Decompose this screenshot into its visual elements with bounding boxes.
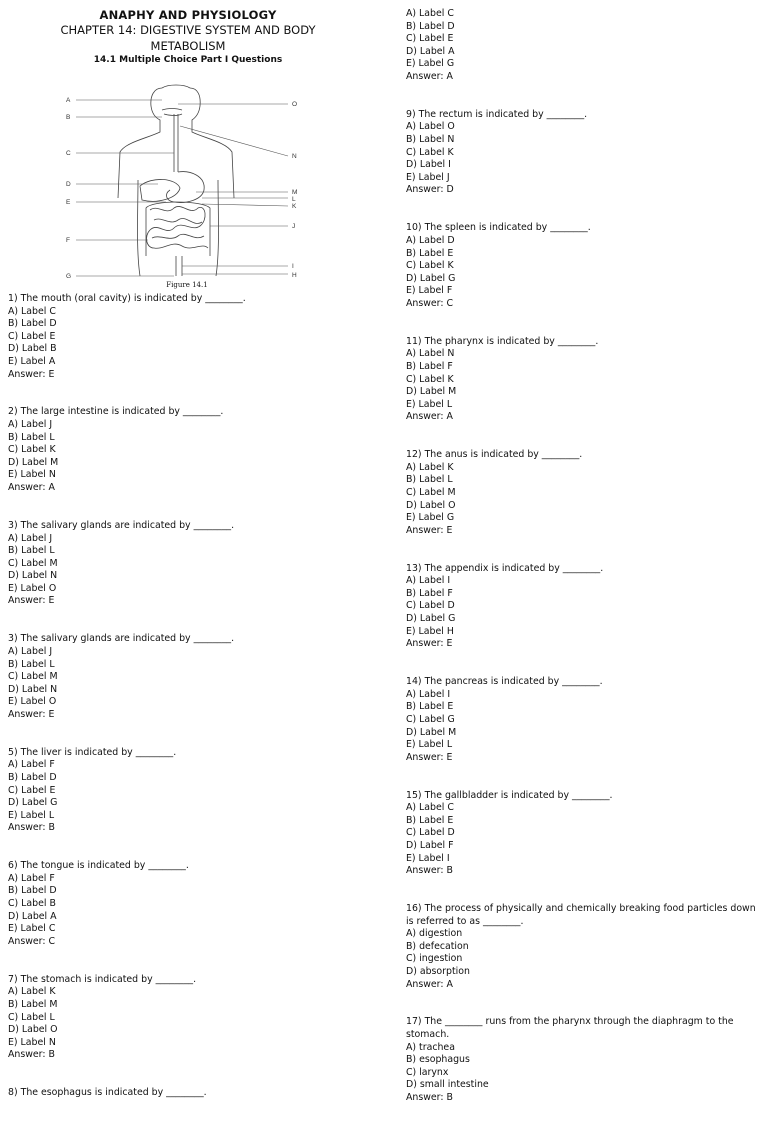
answer-option: A) Label J — [8, 532, 53, 544]
figure-caption: Figure 14.1 — [166, 281, 208, 289]
answer-option: A) Label O — [406, 121, 455, 133]
figure-label-j: J — [292, 223, 296, 230]
answer-option: A) Label K — [8, 986, 56, 998]
answer-option: D) Label M — [406, 726, 457, 738]
answer-option: B) Label E — [406, 247, 454, 259]
answer-option: C) Label K — [406, 146, 454, 158]
answer-option: C) ingestion — [406, 953, 463, 965]
answer-key: Answer: A — [406, 411, 453, 423]
answer-key: Answer: C — [406, 297, 454, 309]
question-stem: 12) The anus is indicated by ________. — [406, 449, 583, 461]
answer-option: B) Label L — [406, 474, 453, 486]
answer-option: B) Label F — [406, 360, 453, 372]
figure-label-e: E — [66, 199, 71, 206]
question-item — [406, 790, 762, 878]
left-question-column — [8, 293, 360, 1125]
answer-option: A) Label I — [406, 575, 451, 587]
question-stem: 13) The appendix is indicated by ________. — [406, 562, 604, 574]
answer-option: C) Label K — [406, 373, 454, 385]
question-item — [406, 676, 762, 764]
answer-option: E) Label N — [8, 1036, 56, 1048]
answer-key: Answer: A — [406, 978, 453, 990]
figure-label-k: K — [292, 203, 297, 210]
question-item — [8, 520, 360, 608]
question-stem: 3) The salivary glands are indicated by ________. — [8, 519, 235, 531]
question-item — [8, 633, 360, 721]
question-stem: 1) The mouth (oral cavity) is indicated by ________. — [8, 293, 246, 304]
answer-key: Answer: A — [8, 482, 55, 494]
figure-label-f: F — [66, 237, 70, 244]
answer-option: C) Label B — [8, 898, 56, 910]
answer-option: D) Label O — [406, 499, 456, 511]
answer-key: Answer: B — [406, 865, 453, 877]
answer-option: C) Label M — [8, 671, 58, 683]
answer-option: D) Label G — [406, 272, 456, 284]
answer-option: A) Label C — [8, 305, 56, 317]
answer-key: Answer: E — [8, 368, 55, 380]
answer-option: D) Label I — [406, 159, 451, 171]
answer-option: A) Label D — [406, 234, 455, 246]
answer-option: E) Label L — [406, 398, 453, 410]
figure-label-i: I — [292, 263, 294, 270]
question-item — [406, 563, 762, 651]
question-stem: 7) The stomach is indicated by ________. — [8, 973, 197, 985]
question-stem: 15) The gallbladder is indicated by ________. — [406, 789, 613, 801]
answer-key: Answer: B — [8, 1049, 55, 1061]
figure-label-d: D — [66, 181, 71, 188]
answer-key: Answer: E — [8, 708, 55, 720]
answer-option: B) Label E — [406, 814, 454, 826]
figure-label-o: O — [292, 101, 298, 108]
answer-option: E) Label L — [8, 809, 55, 821]
answer-key: Answer: A — [406, 70, 453, 82]
answer-option: E) Label A — [8, 355, 56, 367]
question-stem: 11) The pharynx is indicated by ________. — [406, 335, 599, 347]
answer-option: D) Label M — [8, 456, 59, 468]
digestive-system-figure — [62, 80, 312, 292]
question-stem: 17) The ________ runs from the pharynx through the diaphragm to the stomach. — [406, 1016, 737, 1041]
answer-option: C) Label M — [406, 487, 456, 498]
answer-option: C) Label E — [8, 784, 56, 796]
figure-label-h: H — [292, 272, 297, 279]
answer-option: B) Label L — [8, 431, 55, 443]
answer-option: E) Label H — [406, 625, 454, 637]
answer-option: C) Label K — [406, 260, 454, 272]
answer-option: A) digestion — [406, 928, 463, 940]
question-item — [8, 1087, 360, 1100]
answer-option: C) Label K — [8, 444, 56, 456]
answer-option: C) Label M — [8, 557, 58, 569]
answer-option: E) Label C — [8, 923, 56, 935]
question-item — [8, 747, 360, 835]
answer-key: Answer: B — [8, 822, 55, 834]
answer-option: B) Label E — [406, 701, 454, 713]
question-item — [8, 860, 360, 948]
answer-option: A) Label N — [406, 348, 455, 360]
answer-option: A) Label C — [406, 802, 454, 814]
answer-key: Answer: D — [406, 184, 454, 196]
answer-option: A) trachea — [406, 1041, 455, 1053]
question-item — [406, 109, 762, 197]
figure-label-b: B — [66, 114, 71, 121]
answer-option: D) Label M — [406, 386, 457, 398]
chapter-title-line2: METABOLISM — [150, 38, 226, 53]
answer-option: B) Label L — [8, 545, 55, 557]
answer-option: B) Label D — [8, 318, 57, 330]
digestive-diagram — [62, 80, 312, 280]
answer-option: B) Label D — [8, 885, 57, 897]
figure-label-a: A — [66, 97, 71, 104]
answer-option: C) Label E — [406, 33, 454, 45]
answer-key: Answer: E — [406, 524, 453, 536]
answer-key: Answer: E — [406, 638, 453, 650]
answer-option: A) Label K — [406, 461, 454, 473]
answer-option: D) Label N — [8, 683, 58, 695]
answer-option: D) Label G — [406, 613, 456, 625]
answer-option: B) Label F — [406, 587, 453, 599]
figure-label-l: L — [292, 196, 296, 203]
answer-option: C) Label G — [406, 713, 455, 725]
answer-option: D) Label F — [406, 839, 454, 851]
document-header — [8, 8, 368, 65]
answer-option: B) Label D — [8, 772, 57, 783]
document-title: ANAPHY AND PHYSIOLOGY — [99, 8, 277, 22]
answer-option: E) Label G — [406, 512, 455, 524]
answer-key: Answer: E — [406, 751, 453, 763]
answer-option: A) Label C — [406, 8, 454, 19]
question-stem: 16) The process of physically and chemically breaking food particles down is referred to as ________. — [406, 903, 759, 927]
answer-option: A) Label I — [406, 688, 451, 700]
question-item — [406, 449, 762, 537]
continued-question — [406, 8, 762, 84]
figure-label-g: G — [66, 273, 72, 280]
answer-option: C) Label E — [8, 330, 56, 342]
answer-option: C) larynx — [406, 1066, 449, 1078]
answer-option: B) defecation — [406, 940, 469, 952]
question-item — [406, 336, 762, 424]
answer-option: E) Label O — [8, 582, 57, 594]
answer-option: B) esophagus — [406, 1054, 470, 1066]
question-stem: 8) The esophagus is indicated by ________. — [8, 1087, 207, 1099]
question-item — [8, 974, 360, 1062]
question-item — [406, 903, 762, 991]
answer-option: A) Label F — [8, 872, 55, 884]
question-stem: 5) The liver is indicated by ________. — [8, 746, 177, 758]
answer-key: Answer: E — [8, 595, 55, 607]
question-item — [8, 293, 360, 381]
question-stem: 2) The large intestine is indicated by ________. — [8, 406, 224, 418]
right-question-column — [406, 8, 762, 1130]
answer-option: D) small intestine — [406, 1079, 489, 1091]
answer-option: E) Label N — [8, 469, 56, 481]
answer-option: E) Label I — [406, 852, 450, 864]
section-title: 14.1 Multiple Choice Part I Questions — [93, 55, 283, 65]
answer-option: E) Label F — [406, 285, 453, 297]
question-stem: 10) The spleen is indicated by ________. — [406, 222, 591, 234]
figure-label-m: M — [292, 189, 298, 196]
answer-option: B) Label N — [406, 134, 455, 146]
question-item — [406, 1016, 762, 1104]
question-stem: 14) The pancreas is indicated by ________. — [406, 676, 603, 688]
answer-option: E) Label O — [8, 696, 57, 708]
answer-option: C) Label D — [406, 600, 455, 612]
answer-option: E) Label L — [406, 739, 453, 751]
question-stem: 6) The tongue is indicated by ________. — [8, 860, 189, 872]
answer-option: D) Label A — [406, 45, 455, 57]
answer-option: B) Label M — [8, 998, 58, 1010]
answer-option: A) Label J — [8, 419, 53, 431]
answer-option: B) Label L — [8, 658, 55, 670]
answer-option: B) Label D — [406, 20, 455, 32]
answer-key: Answer: C — [8, 935, 56, 947]
answer-option: A) Label F — [8, 759, 55, 771]
answer-option: A) Label J — [8, 645, 53, 657]
answer-option: E) Label J — [406, 171, 450, 183]
question-item — [8, 406, 360, 494]
question-stem: 3) The salivary glands are indicated by ________. — [8, 633, 235, 645]
answer-option: D) Label O — [8, 1024, 58, 1036]
answer-option: D) absorption — [406, 966, 470, 977]
answer-option: D) Label B — [8, 343, 57, 355]
answer-option: D) Label N — [8, 570, 58, 582]
figure-label-n: N — [292, 153, 297, 160]
question-item — [406, 222, 762, 310]
answer-option: D) Label A — [8, 910, 57, 922]
question-stem: 9) The rectum is indicated by ________. — [406, 108, 588, 120]
answer-option: C) Label L — [8, 1011, 55, 1023]
answer-option: E) Label G — [406, 58, 455, 70]
answer-key: Answer: B — [406, 1092, 453, 1104]
answer-option: D) Label G — [8, 797, 58, 809]
chapter-title-line1: CHAPTER 14: DIGESTIVE SYSTEM AND BODY — [60, 23, 316, 37]
answer-option: C) Label D — [406, 827, 455, 839]
figure-label-c: C — [66, 150, 71, 157]
